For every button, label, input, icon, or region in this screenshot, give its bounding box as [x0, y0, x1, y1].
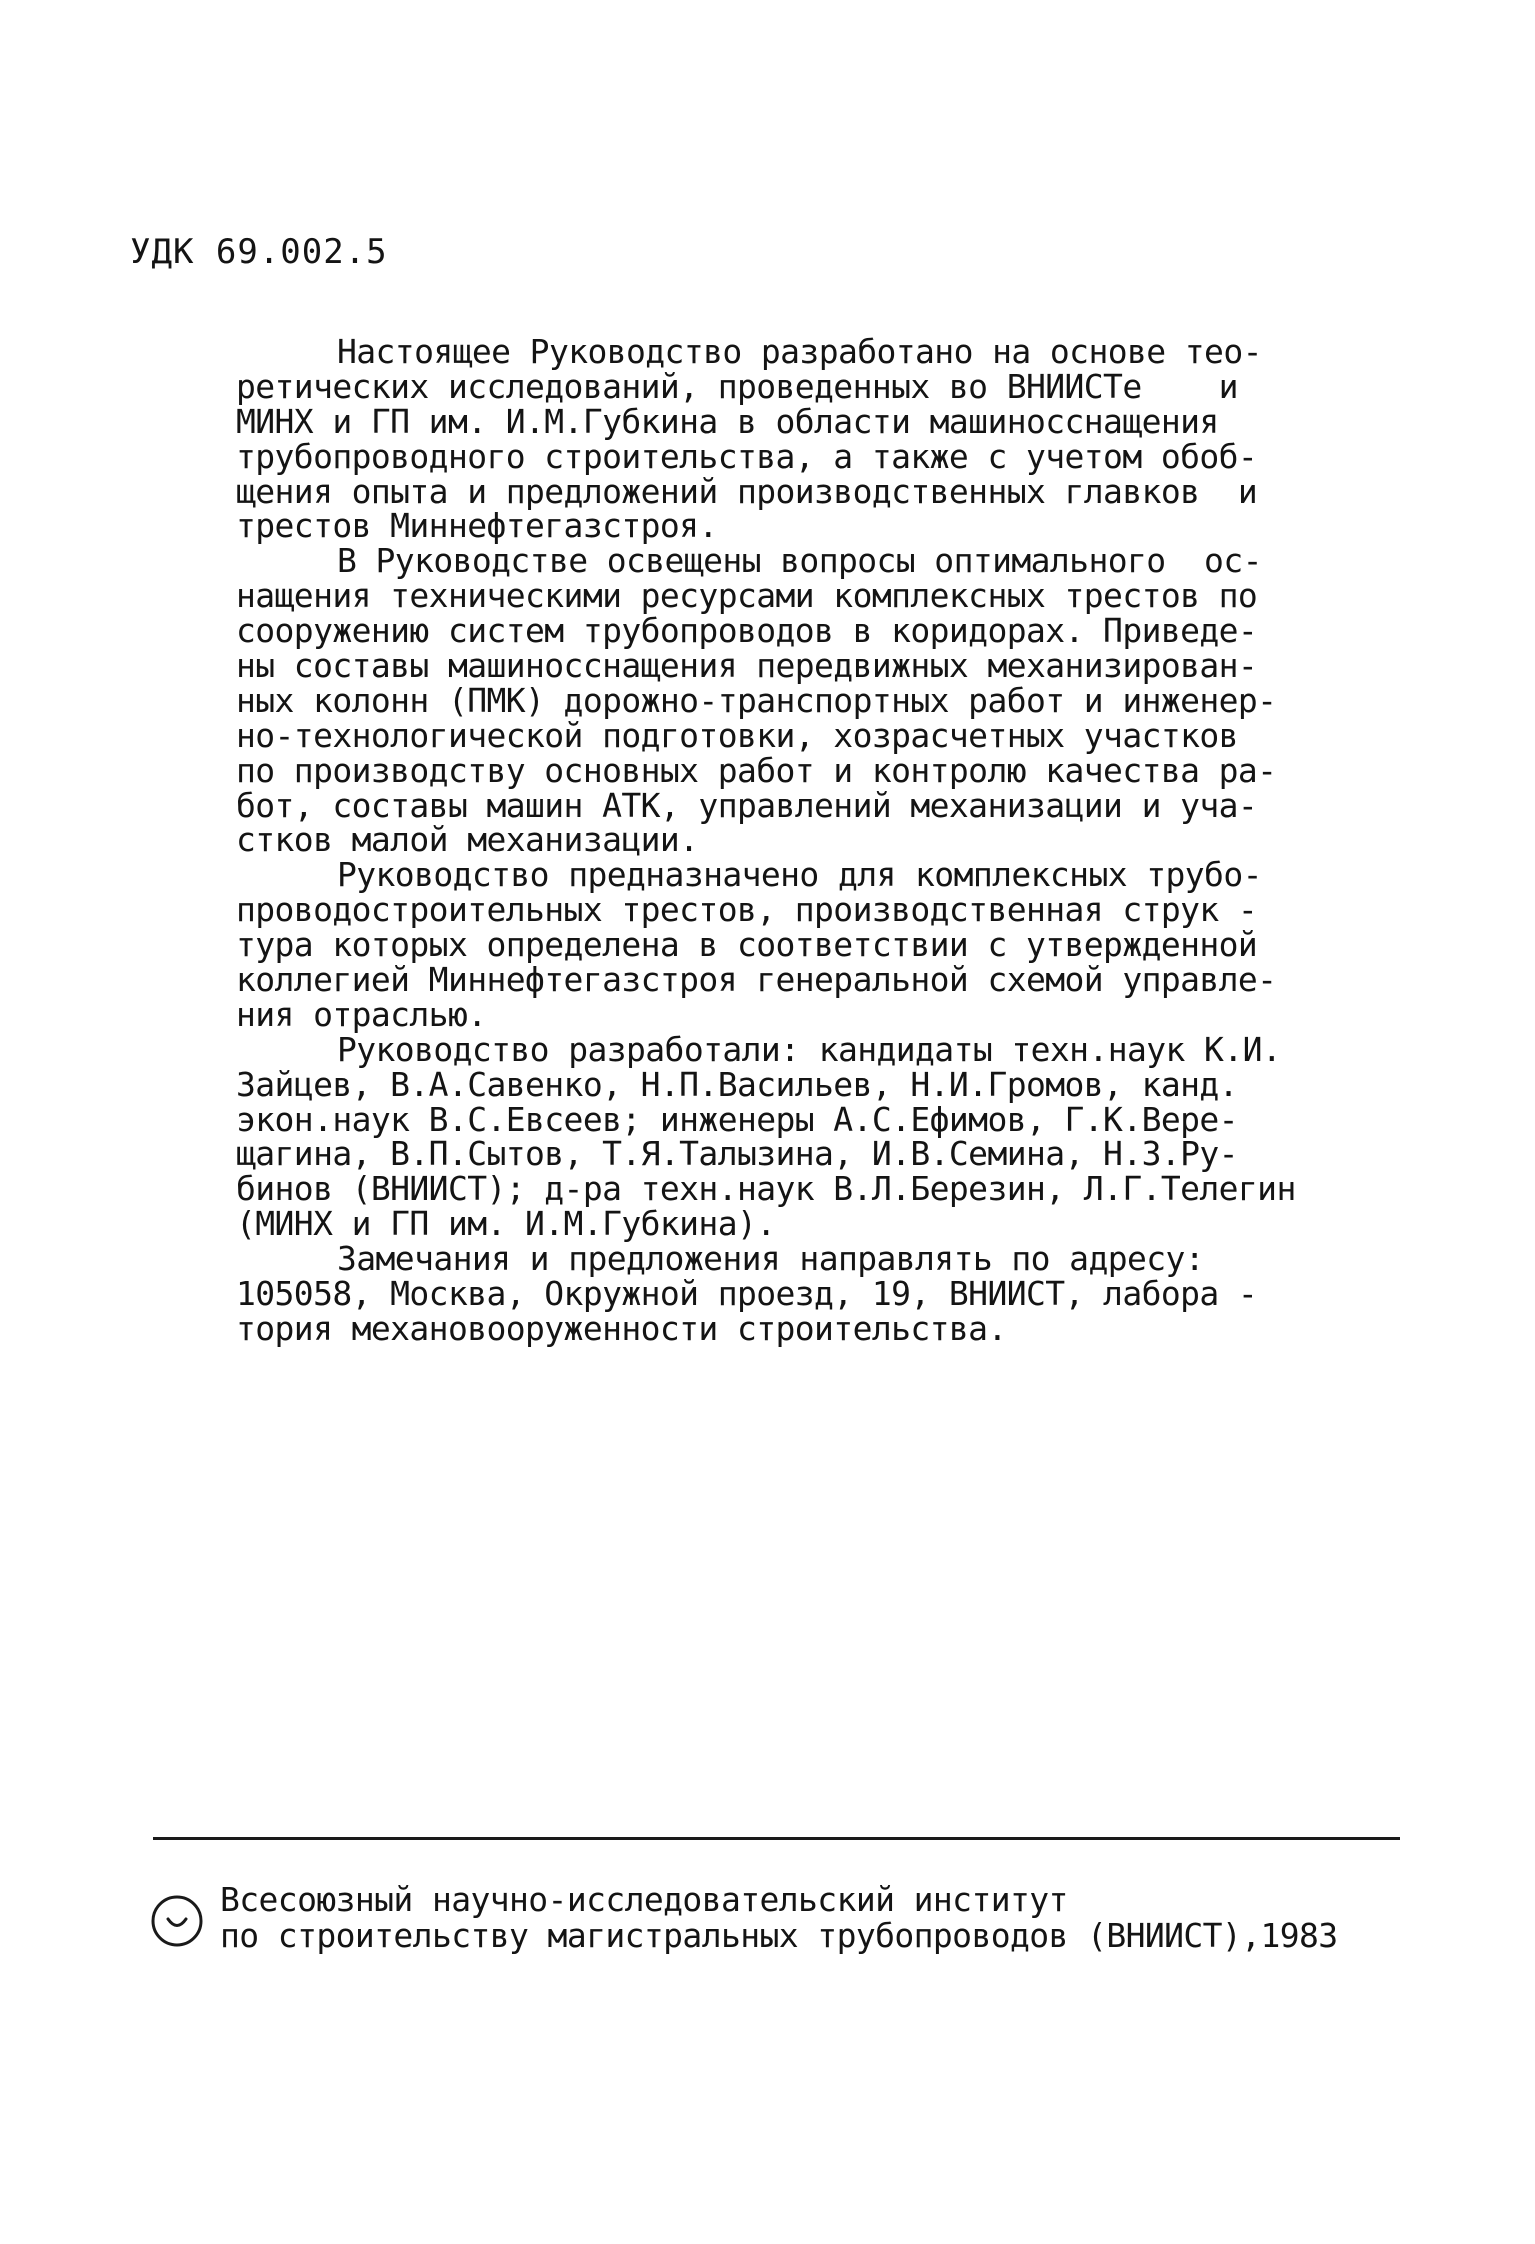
text-line: стков малой механизации.: [236, 820, 699, 860]
text-line: тория механовооруженности строительства.: [236, 1308, 1007, 1348]
text-line: бинов (ВНИИСТ); д-ра техн.наук В.Л.Березин, Л.Г.Телегин: [236, 1169, 1296, 1209]
text-line: ния отраслью.: [236, 994, 487, 1034]
copyright-footer: [150, 1882, 1410, 1992]
udk-code: УДК 69.002.5: [130, 232, 388, 272]
paragraph-purpose: [236, 855, 1357, 1034]
text-line: Замечания и предложения направлять по адресу:: [337, 1239, 1205, 1279]
text-line: трестов Миннефтегазстроя.: [236, 506, 718, 546]
footer-line-publisher: по строительству магистральных трубопроводов (ВНИИСТ),1983: [220, 1916, 1338, 1955]
text-line: щения опыта и предложений производственных главков и: [236, 471, 1258, 511]
text-line: Настоящее Руководство разработано на основе тео-: [337, 332, 1262, 371]
text-line: экон.наук В.С.Евсеев; инженеры А.С.Ефимов, Г.К.Вере-: [236, 1099, 1238, 1139]
paragraph-scope: [236, 541, 1357, 860]
text-line: нащения техническими ресурсами комплексных трестов по: [236, 576, 1258, 616]
text-line: коллегией Миннефтегазстроя генеральной схемой управле-: [236, 960, 1277, 1000]
text-line: ретических исследований, проведенных во ВНИИСТе и: [236, 366, 1238, 406]
footer-text: [220, 1882, 1338, 1954]
text-line: проводостроительных трестов, производственная струк -: [236, 890, 1258, 930]
footer-line-institute: Всесоюзный научно-исследовательский институт: [220, 1880, 1068, 1919]
text-line: Руководство предназначено для комплексных трубо-: [337, 855, 1262, 895]
body-text: [236, 332, 1357, 1348]
text-line: по производству основных работ и контролю качества ра-: [236, 750, 1277, 790]
text-line: но-технологической подготовки, хозрасчетных участков: [236, 715, 1238, 755]
text-line: Зайцев, В.А.Савенко, Н.П.Васильев, Н.И.Громов, канд.: [236, 1064, 1238, 1104]
text-line: ных колонн (ПМК) дорожно-транспортных работ и инженер-: [236, 680, 1277, 720]
text-line: тура которых определена в соответствии с утвержденной: [236, 925, 1258, 965]
text-line: В Руководстве освещены вопросы оптимального ос-: [337, 541, 1262, 581]
paragraph-address: [236, 1239, 1357, 1348]
text-line: МИНХ и ГП им. И.М.Губкина в области машиносснащения: [236, 401, 1219, 441]
text-line: трубопроводного строительства, а также с учетом обоб-: [236, 436, 1258, 476]
text-line: ны составы машиносснащения передвижных механизирован-: [236, 646, 1258, 686]
footer-divider: [153, 1837, 1400, 1840]
text-line: щагина, В.П.Сытов, Т.Я.Талызина, И.В.Семина, Н.З.Ру-: [236, 1134, 1238, 1174]
paragraph-intro: [236, 332, 1357, 546]
text-line: Руководство разработали: кандидаты техн.наук К.И.: [337, 1029, 1282, 1069]
text-line: сооружению систем трубопроводов в коридорах. Приведе-: [236, 611, 1258, 651]
paragraph-authors: [236, 1029, 1357, 1244]
text-line: (МИНХ и ГП им. И.М.Губкина).: [236, 1204, 776, 1244]
text-line: бот, составы машин АТК, управлений механизации и уча-: [236, 785, 1258, 825]
copyright-icon: [150, 1894, 204, 1948]
text-line: 105058, Москва, Окружной проезд, 19, ВНИИСТ, лабора -: [236, 1274, 1258, 1314]
